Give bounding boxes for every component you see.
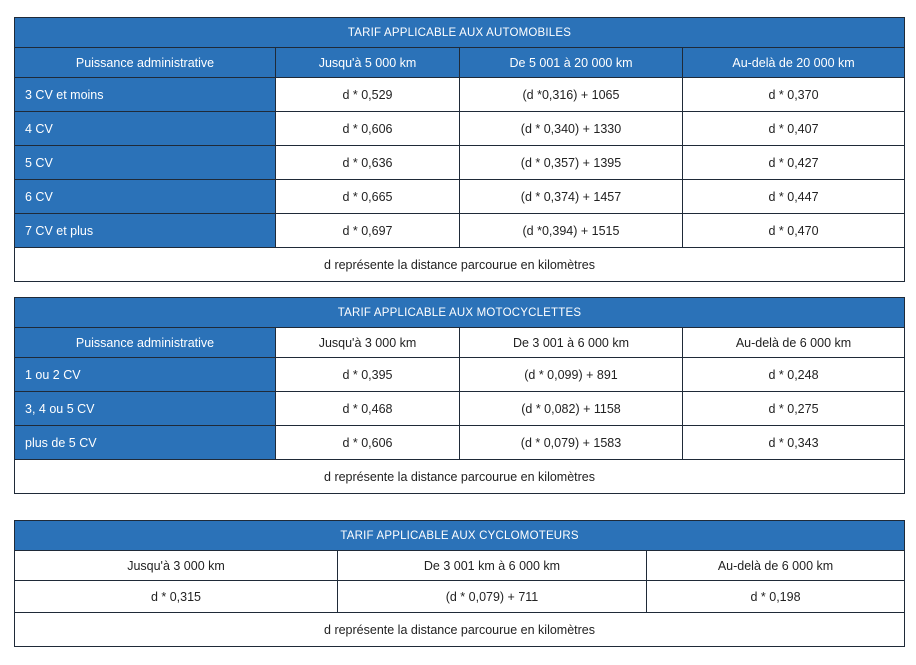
motocyclettes-table — [14, 297, 905, 494]
table-cell: d * 0,248 — [683, 358, 905, 392]
table-cell: d * 0,370 — [683, 78, 905, 112]
table-cell: d * 0,697 — [276, 214, 460, 248]
row-label: 3, 4 ou 5 CV — [15, 392, 276, 426]
table-cell: d * 0,470 — [683, 214, 905, 248]
table-cell: (d * 0,374) + 1457 — [460, 180, 683, 214]
column-header: De 3 001 à 6 000 km — [460, 328, 683, 358]
distance-note: d représente la distance parcourue en kilomètres — [15, 613, 905, 647]
table-cell: d * 0,407 — [683, 112, 905, 146]
column-header: Jusqu'à 3 000 km — [276, 328, 460, 358]
column-header: Puissance administrative — [15, 48, 276, 78]
cyclomoteurs-title: TARIF APPLICABLE AUX CYCLOMOTEURS — [15, 521, 905, 551]
table-cell: d * 0,275 — [683, 392, 905, 426]
column-header: Au-delà de 6 000 km — [683, 328, 905, 358]
row-label: 7 CV et plus — [15, 214, 276, 248]
column-header: Jusqu'à 5 000 km — [276, 48, 460, 78]
row-label: plus de 5 CV — [15, 426, 276, 460]
table-cell: d * 0,468 — [276, 392, 460, 426]
table-cell: d * 0,395 — [276, 358, 460, 392]
column-header: Jusqu'à 3 000 km — [15, 551, 338, 581]
table-cell: (d * 0,099) + 891 — [460, 358, 683, 392]
row-label: 4 CV — [15, 112, 276, 146]
table-cell: (d * 0,079) + 711 — [338, 581, 647, 613]
column-header: De 5 001 à 20 000 km — [460, 48, 683, 78]
table-cell: (d * 0,340) + 1330 — [460, 112, 683, 146]
table-cell: (d * 0,357) + 1395 — [460, 146, 683, 180]
table-row — [15, 78, 905, 112]
row-label: 1 ou 2 CV — [15, 358, 276, 392]
table-row — [15, 426, 905, 460]
automobiles-table — [14, 17, 905, 282]
table-row — [15, 214, 905, 248]
table-cell: (d * 0,079) + 1583 — [460, 426, 683, 460]
table-cell: (d *0,316) + 1065 — [460, 78, 683, 112]
table-row — [15, 146, 905, 180]
motocyclettes-title: TARIF APPLICABLE AUX MOTOCYCLETTES — [15, 298, 905, 328]
table-row — [15, 180, 905, 214]
table-cell: (d *0,394) + 1515 — [460, 214, 683, 248]
table-row — [15, 581, 905, 613]
cyclomoteurs-table — [14, 520, 905, 647]
table-row — [15, 358, 905, 392]
automobiles-title: TARIF APPLICABLE AUX AUTOMOBILES — [15, 18, 905, 48]
table-cell: d * 0,447 — [683, 180, 905, 214]
table-cell: d * 0,606 — [276, 426, 460, 460]
row-label: 6 CV — [15, 180, 276, 214]
table-cell: d * 0,427 — [683, 146, 905, 180]
table-cell: d * 0,198 — [647, 581, 905, 613]
table-cell: d * 0,529 — [276, 78, 460, 112]
table-cell: d * 0,606 — [276, 112, 460, 146]
table-row — [15, 112, 905, 146]
table-cell: (d * 0,082) + 1158 — [460, 392, 683, 426]
table-cell: d * 0,343 — [683, 426, 905, 460]
row-label: 5 CV — [15, 146, 276, 180]
distance-note: d représente la distance parcourue en kilomètres — [15, 248, 905, 282]
table-row — [15, 392, 905, 426]
column-header: De 3 001 km à 6 000 km — [338, 551, 647, 581]
distance-note: d représente la distance parcourue en kilomètres — [15, 460, 905, 494]
row-label: 3 CV et moins — [15, 78, 276, 112]
table-cell: d * 0,315 — [15, 581, 338, 613]
table-cell: d * 0,636 — [276, 146, 460, 180]
column-header: Au-delà de 6 000 km — [647, 551, 905, 581]
column-header: Au-delà de 20 000 km — [683, 48, 905, 78]
column-header: Puissance administrative — [15, 328, 276, 358]
table-cell: d * 0,665 — [276, 180, 460, 214]
